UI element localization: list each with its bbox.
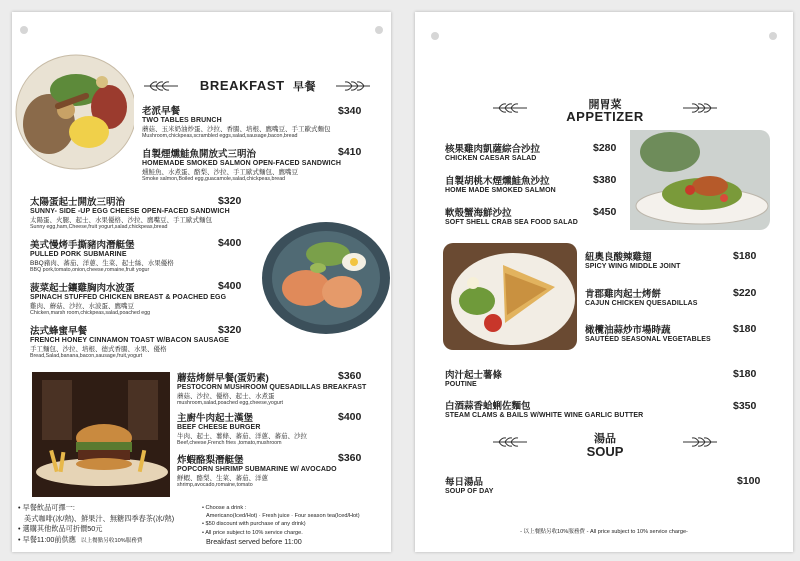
item-name-en: POUTINE bbox=[445, 381, 477, 388]
menu-item bbox=[585, 286, 698, 307]
item-name-en: SOFT SHELL CRAB SEA FOOD SALAD bbox=[445, 219, 578, 226]
item-name-cn: 自製胡桃木煙燻鮭魚沙拉 bbox=[445, 176, 550, 187]
punch-hole bbox=[769, 32, 777, 40]
crab-salad-photo bbox=[630, 130, 770, 230]
item-ingredients-en: Sunny egg,ham,Cheese,fruit yogurt,salad,chickpeas,bread bbox=[30, 224, 168, 230]
item-name-cn: 老派早餐 bbox=[142, 106, 181, 117]
note-line: Americano(Iced/Hot) · Fresh juice · Four season tea(Iced/Hot) bbox=[206, 513, 360, 520]
item-ingredients-cn: BBQ豬肉、蕃茄、洋蔥、生菜、起士絲、水果優格 bbox=[30, 260, 174, 267]
item-name-cn: 橄欖油蒜炒市場時蔬 bbox=[585, 325, 671, 336]
note-line: • Choose a drink : bbox=[202, 505, 247, 511]
item-name-en: POPCORN SHRIMP SUBMARINE W/ AVOCADO bbox=[177, 466, 337, 473]
item-name-cn: 法式蜂蜜早餐 bbox=[30, 326, 88, 337]
item-ingredients-cn: 雞肉、蘑菇、沙拉、水波蛋、鷹嘴豆 bbox=[30, 303, 134, 310]
item-price: $220 bbox=[733, 287, 757, 299]
item-ingredients-cn: 燻鮭魚、水煮蛋、酪梨、沙拉、手工歐式麵包、鷹嘴豆 bbox=[142, 169, 298, 176]
quesadilla-photo bbox=[443, 243, 577, 350]
item-price: $100 bbox=[737, 475, 761, 487]
brunch-plate-photo bbox=[14, 52, 134, 170]
note-line: • $50 discount with purchase of any drink) bbox=[202, 521, 306, 528]
item-price: $400 bbox=[218, 237, 242, 249]
laurel-ornament-icon bbox=[491, 102, 533, 114]
item-ingredients-cn: 牛肉、起士、薯條、蕃茄、洋蔥、蕃茄、沙拉 bbox=[177, 433, 307, 440]
menu-item bbox=[177, 410, 307, 446]
menu-item bbox=[30, 194, 230, 230]
item-ingredients-en: Smoke salmon,Boiled egg,guacamole,salad,chickpeas,bread bbox=[142, 176, 286, 182]
breakfast-notes-en bbox=[202, 504, 360, 546]
breakfast-menu-page bbox=[12, 12, 391, 552]
item-ingredients-en: Bread,Salad,banana,bacon,sausage,fruit,yogurt bbox=[30, 353, 143, 359]
item-ingredients-en: mushroom,salad,poached egg,cheese,yogurt bbox=[177, 400, 284, 406]
item-name-en: SUNNY- SIDE -UP EGG CHEESE OPEN-FACED SANDWICH bbox=[30, 208, 230, 215]
item-name-cn: 紐奧良酸辣雞翅 bbox=[585, 252, 652, 263]
item-price: $280 bbox=[593, 142, 617, 154]
breakfast-notes-cn bbox=[18, 503, 174, 546]
breakfast-heading-cn: 早餐 bbox=[292, 81, 317, 93]
item-name-cn: 白酒蒜香蛤蜊佐麵包 bbox=[445, 401, 531, 412]
soup-heading-en: SOUP bbox=[586, 444, 624, 459]
menu-item bbox=[30, 237, 174, 273]
item-ingredients-en: BBQ pork,tomato,onion,cheese,romaine,fruit yogur bbox=[30, 267, 150, 273]
menu-item bbox=[585, 322, 711, 343]
menu-item bbox=[30, 323, 229, 359]
menu-item bbox=[445, 173, 556, 194]
menu-item bbox=[445, 398, 643, 419]
menu-item bbox=[445, 474, 494, 495]
punch-hole bbox=[20, 26, 28, 34]
laurel-ornament-icon bbox=[677, 436, 719, 448]
appetizer-heading-en: APPETIZER bbox=[566, 109, 644, 124]
salmon-avocado-bowl-photo bbox=[254, 218, 391, 336]
menu-item bbox=[585, 249, 681, 270]
item-name-en: SOUP OF DAY bbox=[445, 488, 494, 495]
item-name-en: HOMEMADE SMOKED SALMON OPEN-FACED SANDWICH bbox=[142, 160, 342, 167]
item-ingredients-cn: 鮮蝦、酪梨、生菜、蕃茄、洋蔥 bbox=[177, 475, 268, 482]
item-name-cn: 炸蝦酪梨潛艇堡 bbox=[177, 455, 244, 466]
item-name-en: SPINACH STUFFED CHICKEN BREAST & POACHED EGG bbox=[30, 294, 227, 301]
item-ingredients-cn: 手工麵包、沙拉、培根、德式香腸、水果、優格 bbox=[30, 346, 167, 353]
service-charge-note: 以上餐點另收10%服務費 bbox=[80, 537, 143, 544]
laurel-ornament-icon bbox=[677, 102, 719, 114]
menu-item bbox=[445, 141, 540, 162]
item-ingredients-en: shrimp,avocado,romaine,tomato bbox=[177, 482, 253, 488]
item-name-cn: 自製煙燻鮭魚開放式三明治 bbox=[142, 149, 257, 160]
item-name-en: HOME MADE SMOKED SALMON bbox=[445, 187, 556, 194]
menu-item bbox=[30, 280, 226, 316]
item-price: $410 bbox=[338, 146, 362, 158]
item-name-en: PULLED PORK SUBMARINE bbox=[30, 251, 127, 258]
laurel-ornament-icon bbox=[330, 80, 372, 92]
menu-item bbox=[445, 205, 578, 226]
item-name-en: TWO TABLES BRUNCH bbox=[142, 117, 222, 124]
note-line: 美式咖啡(冰/熱)、鮮果汁、無糖四季春茶(冰/熱) bbox=[24, 513, 175, 523]
note-line: • All price subject to 10% service charge. bbox=[202, 529, 303, 536]
item-price: $180 bbox=[733, 323, 757, 335]
laurel-ornament-icon bbox=[491, 436, 533, 448]
item-name-cn: 肉汁起士薯條 bbox=[445, 370, 503, 381]
menu-item bbox=[445, 367, 502, 388]
item-name-cn: 美式慢烤手撕豬肉潛艇堡 bbox=[30, 240, 135, 251]
item-ingredients-en: Beef,cheese,French fries ,tomato,mushroom bbox=[177, 440, 282, 446]
note-line: • 早餐飲品可擇一: bbox=[18, 503, 75, 512]
item-name-en: FRENCH HONEY CINNAMON TOAST W/BACON SAUSAGE bbox=[30, 337, 229, 344]
item-name-cn: 太陽蛋起士開放三明治 bbox=[30, 197, 126, 208]
item-name-en: STEAM CLAMS & BAILS W/WHITE WINE GARLIC BUTTER bbox=[445, 412, 644, 419]
item-ingredients-en: Mushroom,chickpeas,scrambled eggs,salad,sausage,bacon,bread bbox=[142, 133, 298, 139]
note-line: • 早餐11:00前供應 bbox=[18, 534, 76, 544]
item-price: $180 bbox=[733, 250, 757, 262]
item-name-en: CAJUN CHICKEN QUESADILLAS bbox=[585, 300, 698, 307]
item-ingredients-cn: 蘑菇、沙拉、優格、起士、水煮蛋 bbox=[177, 393, 275, 400]
menu-item bbox=[142, 146, 341, 182]
item-price: $320 bbox=[218, 195, 242, 207]
breakfast-heading-en: BREAKFAST bbox=[199, 78, 285, 93]
soup-heading-cn: 湯品 bbox=[594, 433, 616, 445]
menu-item bbox=[177, 452, 337, 488]
item-name-cn: 主廚牛肉起士漢堡 bbox=[177, 413, 254, 424]
item-price: $320 bbox=[218, 324, 242, 336]
item-name-cn: 核果雞肉凱薩綜合沙拉 bbox=[445, 144, 541, 155]
item-price: $380 bbox=[593, 174, 617, 186]
appetizer-soup-menu-page bbox=[415, 12, 793, 552]
item-price: $350 bbox=[733, 400, 757, 412]
item-name-cn: 軟殼蟹海鮮沙拉 bbox=[445, 208, 512, 219]
item-name-cn: 每日湯品 bbox=[445, 477, 484, 488]
punch-hole bbox=[431, 32, 439, 40]
burger-photo bbox=[32, 372, 170, 497]
item-name-en: BEEF CHEESE BURGER bbox=[177, 424, 261, 431]
item-ingredients-en: Chicken,marsh room,chickpeas,salad,poached egg bbox=[30, 310, 151, 316]
item-price: $400 bbox=[218, 280, 242, 292]
note-line: • 選購其他飲品可折價50元 bbox=[18, 524, 103, 533]
item-name-en: CHICKEN CAESAR SALAD bbox=[445, 155, 537, 162]
item-price: $360 bbox=[338, 370, 362, 382]
laurel-ornament-icon bbox=[142, 80, 184, 92]
punch-hole bbox=[375, 26, 383, 34]
appetizer-heading-cn: 開胃菜 bbox=[588, 99, 622, 111]
item-ingredients-cn: 蘑菇、玉米奶油炒蛋、沙拉、香腸、培根、鷹嘴豆、手工歐式麵包 bbox=[142, 126, 331, 133]
breakfast-hours-note: Breakfast served before 11:00 bbox=[206, 536, 302, 546]
item-price: $360 bbox=[338, 452, 362, 464]
menu-item bbox=[142, 103, 331, 139]
item-name-en: SPICY WING MIDDLE JOINT bbox=[585, 263, 681, 270]
item-name-cn: 肯郡雞肉起士烤餅 bbox=[585, 289, 662, 300]
item-name-cn: 蘑菇烤餅早餐(蛋奶素) bbox=[177, 373, 269, 384]
item-price: $450 bbox=[593, 206, 617, 218]
item-price: $180 bbox=[733, 368, 757, 380]
item-price: $340 bbox=[338, 105, 362, 117]
item-name-cn: 菠菜起士鑲雞胸肉水波蛋 bbox=[30, 283, 135, 294]
item-name-en: SAUTÉED SEASONAL VEGETABLES bbox=[585, 336, 711, 343]
service-charge-footer: - 以上餐點另收10%服務費 - All price subject to 10% service charge- bbox=[520, 529, 688, 535]
item-name-en: PESTOCORN MUSHROOM QUESADILLAS BREAKFAST bbox=[177, 384, 367, 391]
item-ingredients-cn: 太陽蛋、火腿、起士、水果優格、沙拉、鷹嘴豆、手工歐式麵包 bbox=[30, 217, 212, 224]
breakfast-heading bbox=[190, 78, 326, 94]
item-price: $400 bbox=[338, 411, 362, 423]
